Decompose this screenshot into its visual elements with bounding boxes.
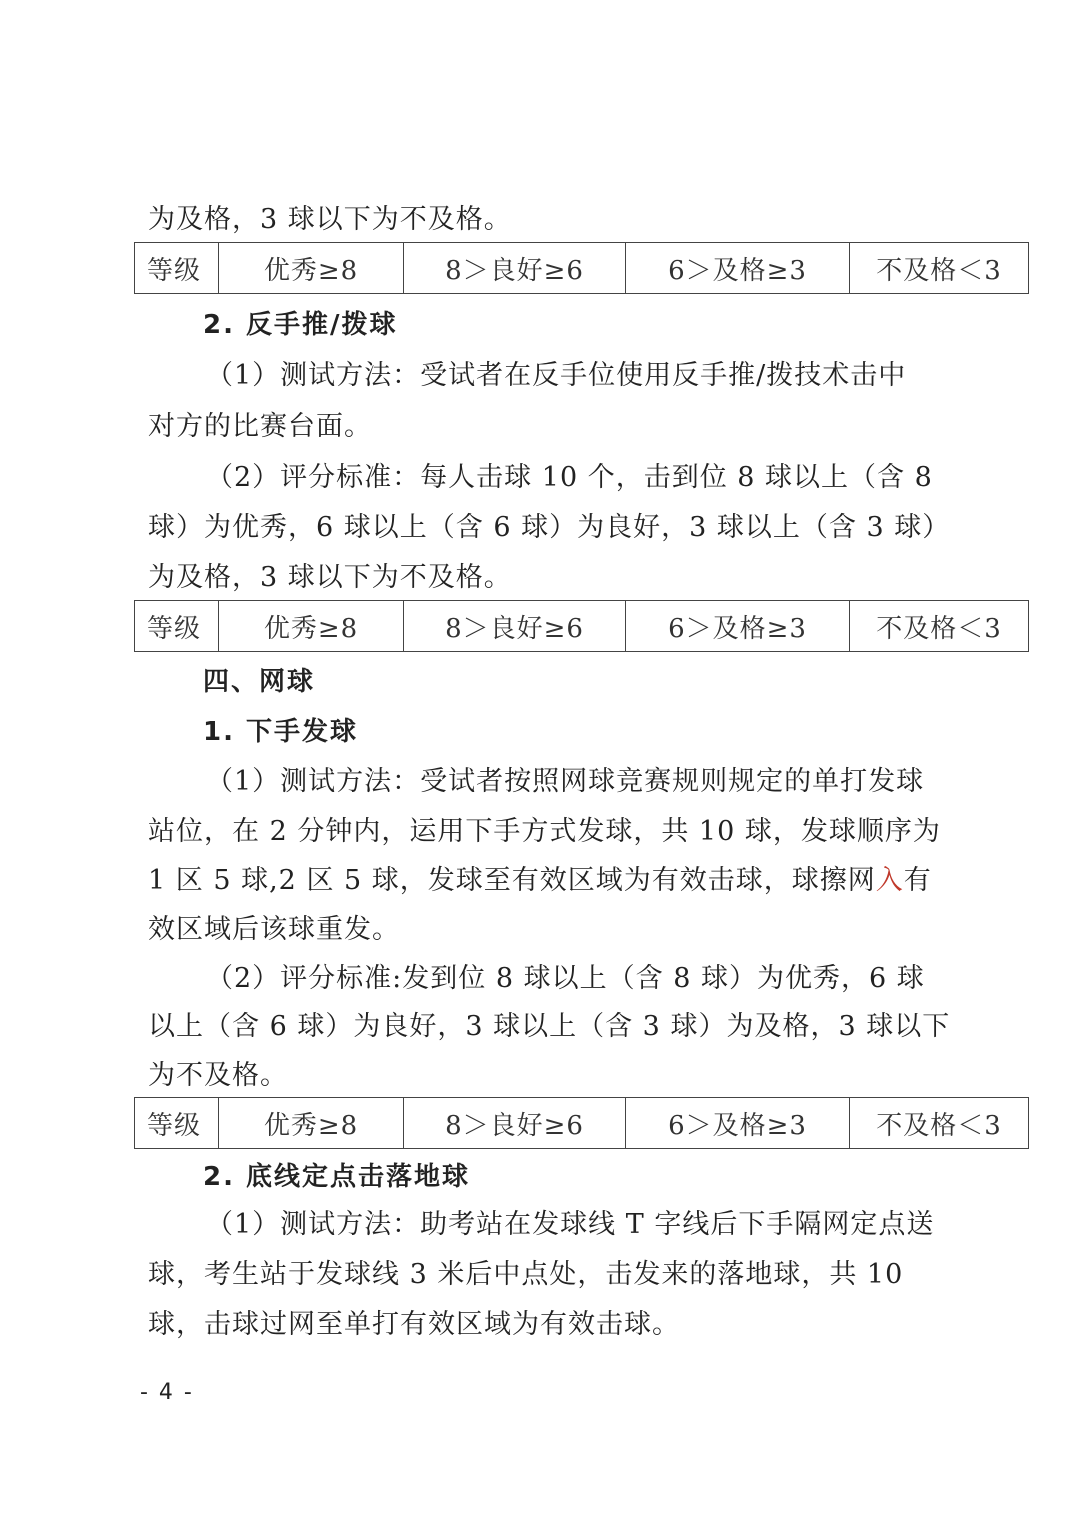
grade-pass-cell: 6＞及格≥3	[626, 601, 850, 652]
grade-excellent-cell: 优秀≥8	[219, 1098, 404, 1149]
section-heading: 四、网球	[203, 667, 316, 697]
paragraph-line: 球）为优秀，6 球以上（含 6 球）为良好，3 球以上（含 3 球）	[148, 512, 951, 543]
paragraph-line: （1）测试方法：助考站在发球线 T 字线后下手隔网定点送	[206, 1209, 935, 1240]
grade-good-cell: 8＞良好≥6	[404, 1098, 626, 1149]
highlighted-char: 入	[875, 865, 904, 896]
paragraph-line: （2）评分标准:发到位 8 球以上（含 8 球）为优秀，6 球	[206, 963, 925, 994]
grade-pass-cell: 6＞及格≥3	[626, 1098, 850, 1149]
section-heading: 2. 底线定点击落地球	[203, 1162, 471, 1192]
paragraph-line	[148, 861, 932, 901]
grade-fail-cell: 不及格＜3	[850, 243, 1029, 294]
grade-label-cell: 等级	[135, 243, 219, 294]
grade-good-cell: 8＞良好≥6	[404, 243, 626, 294]
grade-fail-cell: 不及格＜3	[850, 1098, 1029, 1149]
grade-table	[134, 1097, 1029, 1149]
paragraph-line: （2）评分标准：每人击球 10 个，击到位 8 球以上（含 8	[206, 462, 933, 493]
paragraph-line: 效区域后该球重发。	[148, 914, 400, 945]
paragraph-line: 球，考生站于发球线 3 米后中点处，击发来的落地球，共 10	[148, 1259, 904, 1290]
paragraph-line: 以上（含 6 球）为良好，3 球以上（含 3 球）为及格，3 球以下	[148, 1011, 951, 1042]
paragraph-line: 为不及格。	[148, 1060, 288, 1091]
table-row	[135, 601, 1029, 652]
paragraph-line: （1）测试方法：受试者按照网球竞赛规则规定的单打发球	[206, 766, 925, 797]
line-text: 有	[903, 865, 932, 896]
grade-table	[134, 600, 1029, 652]
table-row	[135, 243, 1029, 294]
line-text: 1 区 5 球,2 区 5 球，发球至有效区域为有效击球，球擦网	[148, 865, 876, 896]
paragraph-line: 对方的比赛台面。	[148, 411, 372, 442]
paragraph-line: 球，击球过网至单打有效区域为有效击球。	[148, 1309, 680, 1340]
section-heading: 2. 反手推/拨球	[203, 310, 398, 340]
grade-excellent-cell: 优秀≥8	[219, 243, 404, 294]
grade-table	[134, 242, 1029, 294]
grade-excellent-cell: 优秀≥8	[219, 601, 404, 652]
grade-pass-cell: 6＞及格≥3	[626, 243, 850, 294]
paragraph-line: 为及格，3 球以下为不及格。	[148, 204, 512, 235]
grade-fail-cell: 不及格＜3	[850, 601, 1029, 652]
grade-good-cell: 8＞良好≥6	[404, 601, 626, 652]
paragraph-line: 为及格，3 球以下为不及格。	[148, 562, 512, 593]
grade-label-cell: 等级	[135, 1098, 219, 1149]
page-number: - 4 -	[140, 1380, 194, 1405]
paragraph-line: （1）测试方法：受试者在反手位使用反手推/拨技术击中	[206, 360, 907, 391]
grade-label-cell: 等级	[135, 601, 219, 652]
table-row	[135, 1098, 1029, 1149]
section-heading: 1. 下手发球	[203, 717, 359, 747]
paragraph-line: 站位，在 2 分钟内，运用下手方式发球，共 10 球，发球顺序为	[148, 816, 941, 847]
